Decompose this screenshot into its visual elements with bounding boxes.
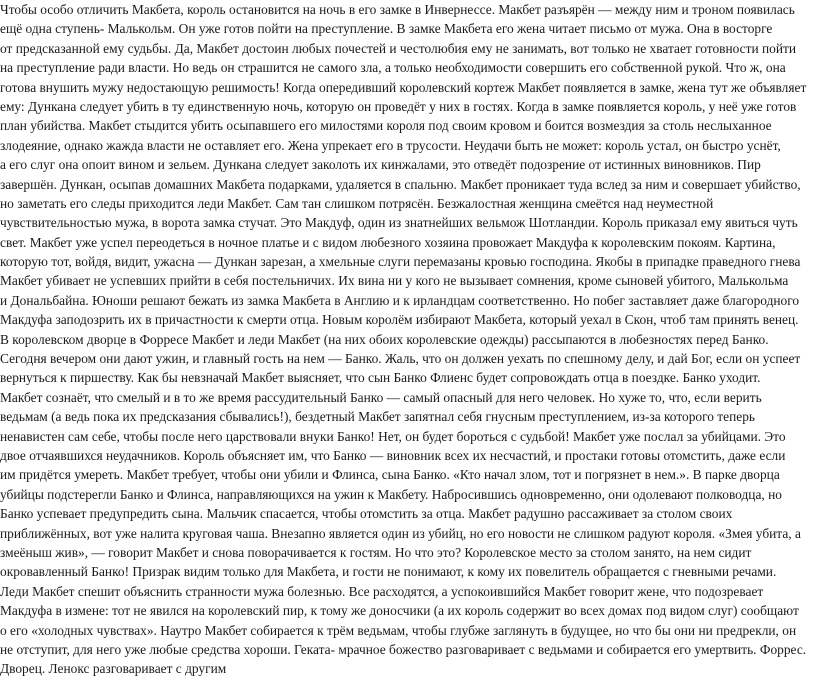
text-line: на преступление ради власти. Но ведь он страшится не самого зла, а только необходимости совершить его собственной рукой. Что ж, она: [0, 60, 786, 76]
text-line: готова внушить мужу недостающую решимость! Когда опередивший королевский кортеж Макбет появляется в замке, жена тут же объявляет: [0, 79, 807, 95]
text-line: вернуться к пиршеству. Как бы невзначай Макбет выясняет, что сын Банко Флиенс будет сопровождать отца в поездке. Банко уходит.: [0, 370, 761, 386]
text-line: завершён. Дункан, осыпав домашних Макбета подарками, удаляется в спальню. Макбет проникает туда вслед за ним и совершает убийство,: [0, 176, 801, 192]
text-line: Макдуфа в измене: тот не явился на королевский пир, к тому же доносчики (а их король содержит во всех домах под видом слуг) сообщают: [0, 603, 799, 619]
text-line: В королевском дворце в Форресе Макбет и леди Макбет (на них обоих королевские одежды) рассыпаются в любезностях перед Банко.: [0, 331, 769, 347]
text-line: но заметать его следы приходится леди Макбет. Сам тан слишком потрясён. Безжалостная женщина смеётся над неуместной: [0, 195, 714, 211]
text-line: не отступит, для него уже любые средства хороши. Геката- мрачное божество разговаривает с ведьмами и собирается его умертвить. Форрес.: [0, 641, 807, 657]
text-line: которую тот, войдя, видит, ужасна — Дункан зарезан, а хмельные слуги перемазаны кровью господина. Якобы в припадке праведного гнева: [0, 254, 801, 270]
text-line: ему: Дункана следует убить в ту единственную ночь, которую он проведёт у них в гостях. Когда в замке появляется король, у неё уже готов: [0, 98, 797, 114]
text-line: свет. Макбет уже успел переодеться в ночное платье и с видом любезного хозяина провожает Макдуфа к королевским покоям. Картина,: [0, 234, 776, 250]
text-line: ещё одна ступень- Малькольм. Он уже готов пойти на преступление. В замке Макбета его жена читает письмо от мужа. Она в восторге: [0, 21, 773, 37]
text-line: от предсказанной ему судьбы. Да, Макбет достоин любых почестей и честолюбия ему не занимать, вот только не хватает готовности пойти: [0, 40, 797, 56]
text-line: злодеяние, однако жажда власти не оставляет его. Жена упрекает его в трусости. Неудачи быть не может: король устал, он быстро уснёт,: [0, 137, 781, 153]
text-line: Сегодня вечером они дают ужин, и главный гость на нем — Банко. Жаль, что он должен уехать по спешному делу, и дай Бог, если он успеет: [0, 351, 801, 367]
text-line: змеёныш жив», — говорит Макбет и снова поворачивается к гостям. Но что это? Королевское место за столом занято, на нем сидит: [0, 544, 752, 560]
text-line: двое отчаявшихся неудачников. Король объясняет им, что Банко — виновник всех их несчастий, и простаки готовы отомстить, даже если: [0, 447, 786, 463]
text-line: Макдуфа заподозрить их в причастности к смерти отца. Новым королём избирают Макбета, который уехал в Скон, чтоб там принять венец.: [0, 312, 799, 328]
text-line: о его «холодных чувствах». Наутро Макбет собирается к трём ведьмам, чтобы глубже заглянуть в будущее, но что бы они ни предрекли, он: [0, 622, 797, 638]
text-line: ненавистен сам себе, чтобы после него царствовали внуки Банко! Нет, он будет бороться с судьбой! Макбет уже послал за убийцами. Это: [0, 428, 786, 444]
text-line: Макбет сознаёт, что смелый и в то же время рассудительный Банко — самый опасный для него человек. Но хуже то, что, если верить: [0, 389, 762, 405]
text-line: окровавленный Банко! Призрак видим только для Макбета, и гости не понимают, к кому их повелитель обращается с гневными речами.: [0, 564, 777, 580]
text-line: Макбет убивает не успевших прийти в себя постельничих. Их вина ни у кого не вызывает сомнения, кроме сыновей убитого, Малькольма: [0, 273, 789, 289]
text-line: чувствительностью мужа, в ворота замка стучат. Это Макдуф, один из знатнейших вельмож Шотландии. Король приказал ему явиться чуть: [0, 215, 798, 231]
text-line: план убийства. Макбет стыдится убить осыпавшего его милостями короля под своим кровом и боится возмездия за столь неслыханное: [0, 118, 772, 134]
text-line: Леди Макбет спешит объяснить странности мужа болезнью. Все расходятся, а успокоившийся Макбет говорит жене, что подозревает: [0, 583, 764, 599]
text-line: ведьмам (а ведь пока их предсказания сбывались!), бездетный Макбет запятнал себя гнусным преступлением, из-за которого теперь: [0, 409, 755, 425]
text-line: им придётся умереть. Макбет требует, чтобы они убили и Флинса, сына Банко. «Кто начал злом, тот и погрязнет в нем.». В парке дворца: [0, 467, 780, 483]
text-line: Банко успевает предупредить сына. Мальчик спасается, чтобы отомстить за отца. Макбет радушно рассаживает за столом своих: [0, 506, 733, 522]
text-line: Чтобы особо отличить Макбета, король остановится на ночь в его замке в Инвернессе. Макбет разъярён — между ним и троном появилась: [0, 2, 795, 17]
text-line: приближённых, вот уже налита круговая чаша. Внезапно является один из убийц, но его новости не слишком радуют короля. «Змея убита, а: [0, 525, 801, 541]
text-line: убийцы подстерегли Банко и Флинса, направляющихся на ужин к Макбету. Набросившись одновременно, они одолевают полководца, но: [0, 486, 782, 502]
text-line: и Дональбайна. Юноши решают бежать из замка Макбета в Англию и к ирландцам соответственно. Но побег заставляет даже благородного: [0, 292, 800, 308]
text-line: а его слуг она опоит вином и зельем. Дункана следует заколоть их кинжалами, это отведёт подозрение от истинных виновников. Пир: [0, 157, 761, 173]
text-line: Дворец. Ленокс разговаривает с другим: [0, 661, 227, 677]
